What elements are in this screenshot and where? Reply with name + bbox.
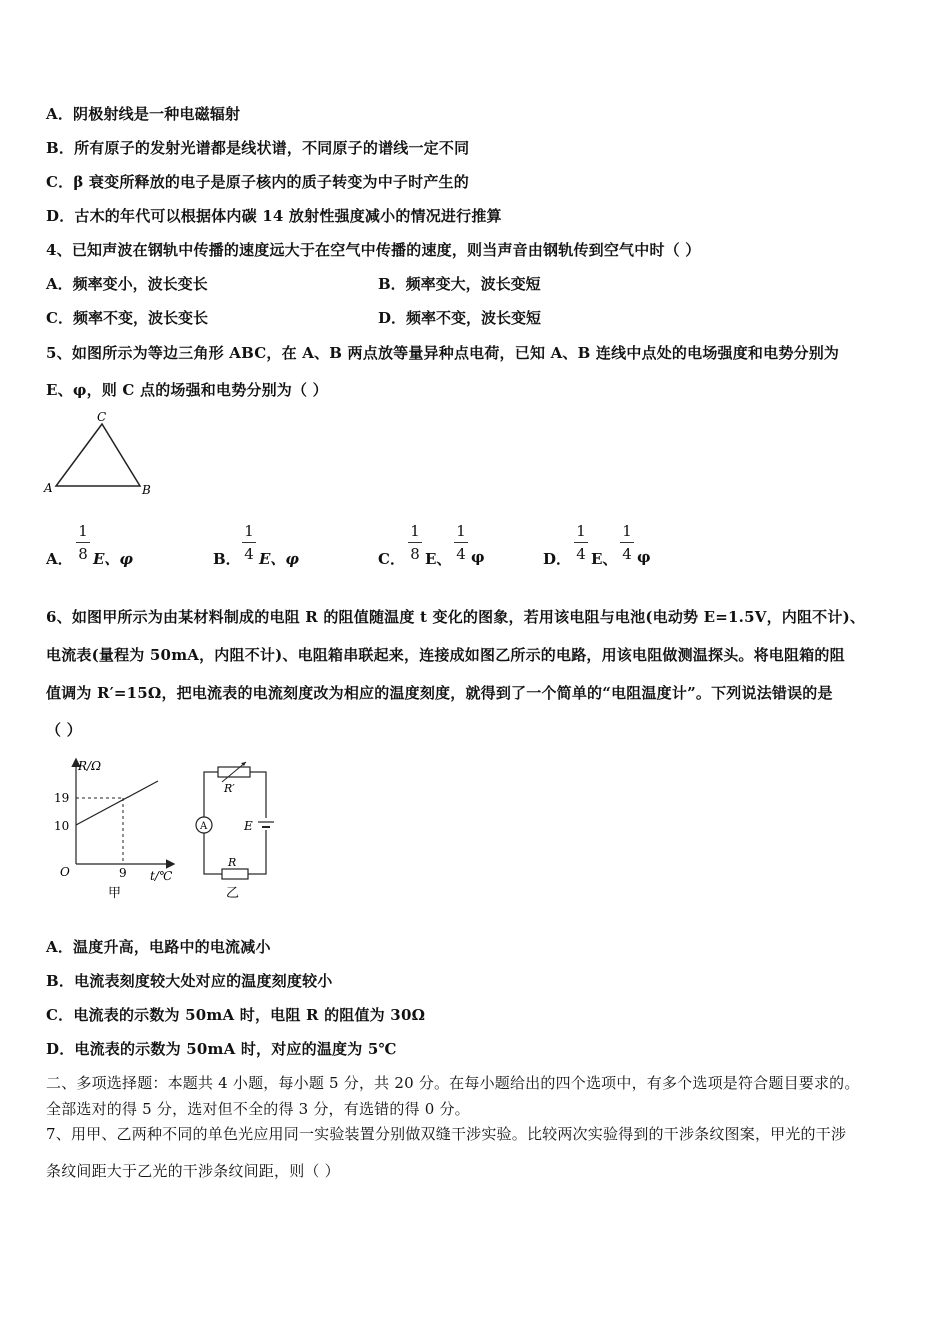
q5-b-numerator: 1 xyxy=(244,522,254,540)
resistance-temperature-graph xyxy=(48,752,188,902)
q5-option-a-tail: E、φ xyxy=(93,550,134,568)
q6-option-d: D．电流表的示数为 50mA 时，对应的温度为 5℃ xyxy=(46,1040,397,1058)
q4-option-a: A．频率变小，波长变长 xyxy=(46,275,208,293)
q6-option-c: C．电流表的示数为 50mA 时，电阻 R 的阻值为 30Ω xyxy=(46,1006,426,1024)
q5-d-denominator-1: 4 xyxy=(576,545,586,563)
q5-d-numerator-2: 1 xyxy=(622,522,632,540)
q5-d-numerator-1: 1 xyxy=(576,522,586,540)
q6-stem-line4: （ ） xyxy=(46,721,82,739)
graph-y-tick-19: 19 xyxy=(54,791,70,805)
q5-c-numerator-2: 1 xyxy=(456,522,466,540)
circuit-emf-label: E xyxy=(244,819,253,833)
q4-option-b: B．频率变大，波长变短 xyxy=(378,275,541,293)
q5-b-denominator: 4 xyxy=(244,545,254,563)
q5-option-c-letter: C． xyxy=(378,550,405,568)
q6-stem-line3: 值调为 R′=15Ω，把电流表的电流刻度改为相应的温度刻度，就得到了一个简单的“电阻温度计”。下列说法错误的是 xyxy=(46,684,833,702)
label-c: C xyxy=(97,410,107,424)
q6-stem-line1: 6、如图甲所示为由某材料制成的电阻 R 的阻值随温度 t 变化的图象，若用该电阻与电池(电动势 E=1.5V，内阻不计)、 xyxy=(46,608,866,626)
circuit-r-label: R xyxy=(228,856,237,869)
q5-a-numerator: 1 xyxy=(78,522,88,540)
graph-caption: 甲 xyxy=(108,886,122,901)
ammeter-label: A xyxy=(200,821,208,832)
resistor-r xyxy=(222,869,248,879)
graph-x-tick-9: 9 xyxy=(119,866,127,880)
q3-option-c: C．β 衰变所释放的电子是原子核内的质子转变为中子时产生的 xyxy=(46,173,469,191)
q3-option-a: A．阴极射线是一种电磁辐射 xyxy=(46,105,241,123)
q3-option-d: D．古木的年代可以根据体内碳 14 放射性强度减小的情况进行推算 xyxy=(46,207,502,225)
r-t-line xyxy=(76,781,158,825)
q5-c-numerator-1: 1 xyxy=(410,522,420,540)
q4-option-d: D．频率不变，波长变短 xyxy=(378,309,542,327)
q5-option-a-letter: A． xyxy=(46,550,73,568)
graph-xlabel: t/℃ xyxy=(150,869,173,883)
q5-stem-line1: 5、如图所示为等边三角形 ABC，在 A、B 两点放等量异种点电荷，已知 A、B 连线中点处的电场强度和电势分别为 xyxy=(46,344,840,362)
graph-y-tick-10: 10 xyxy=(54,819,70,833)
section2-line1: 二、多项选择题：本题共 4 小题，每小题 5 分，共 20 分。在每小题给出的四个选项中，有多个选项是符合题目要求的。 xyxy=(46,1074,860,1092)
q5-c-denominator-1: 8 xyxy=(410,545,420,563)
q5-option-a-fraction xyxy=(76,522,90,563)
triangle-abc xyxy=(56,424,140,486)
graph-origin: O xyxy=(60,865,70,879)
q5-option-d-fraction-1 xyxy=(574,522,588,563)
q5-stem-line2: E、φ，则 C 点的场强和电势分别为（ ） xyxy=(46,381,328,399)
section2-line2: 全部选对的得 5 分，选对但不全的得 3 分，有选错的得 0 分。 xyxy=(46,1100,470,1118)
q6-option-a: A．温度升高，电路中的电流减小 xyxy=(46,938,271,956)
q5-option-d-letter: D． xyxy=(543,550,572,568)
q5-option-c-tail: φ xyxy=(471,548,485,566)
q5-option-d-tail: φ xyxy=(637,548,651,566)
q5-d-denominator-2: 4 xyxy=(622,545,632,563)
q3-option-b: B．所有原子的发射光谱都是线状谱，不同原子的谱线一定不同 xyxy=(46,139,470,157)
q4-stem: 4、已知声波在钢轨中传播的速度远大于在空气中传播的速度，则当声音由钢轨传到空气中时（ ） xyxy=(46,241,701,259)
q5-option-c-fraction-1 xyxy=(408,522,422,563)
q5-option-c-fraction-2 xyxy=(454,522,468,563)
q7-stem-line1: 7、用甲、乙两种不同的单色光应用同一实验装置分别做双缝干涉实验。比较两次实验得到的干涉条纹图案，甲光的干涉 xyxy=(46,1125,847,1143)
q5-option-b-letter: B． xyxy=(213,550,241,568)
label-b: B xyxy=(142,483,151,497)
q5-c-denominator-2: 4 xyxy=(456,545,466,563)
q6-option-b: B．电流表刻度较大处对应的温度刻度较小 xyxy=(46,972,333,990)
q5-option-b-tail: E、φ xyxy=(259,550,300,568)
circuit-diagram xyxy=(188,752,278,902)
circuit-caption: 乙 xyxy=(226,886,240,901)
q5-option-d-mid: E、 xyxy=(591,550,618,568)
q4-option-c: C．频率不变，波长变长 xyxy=(46,309,208,327)
q6-stem-line2: 电流表(量程为 50mA，内阻不计)、电阻箱串联起来，连接成如图乙所示的电路，用该电阻做测温探头。将电阻箱的阻 xyxy=(46,646,845,664)
label-a: A xyxy=(44,481,53,495)
q5-option-c-mid: E、 xyxy=(425,550,452,568)
graph-ylabel: R/Ω xyxy=(78,759,102,773)
q5-option-d-fraction-2 xyxy=(620,522,634,563)
q7-stem-line2: 条纹间距大于乙光的干涉条纹间距，则（ ） xyxy=(46,1162,340,1180)
q5-a-denominator: 8 xyxy=(78,545,88,563)
triangle-figure xyxy=(40,408,165,500)
q5-option-b-fraction xyxy=(242,522,256,563)
circuit-rbox-label: R′ xyxy=(224,782,235,795)
